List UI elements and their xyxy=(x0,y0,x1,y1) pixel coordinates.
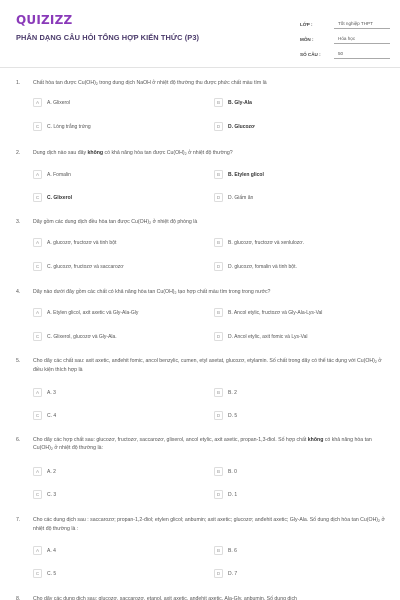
option-letter: A xyxy=(33,388,42,397)
option-text: B. Ancol etylic, fructozơ và Gly-Ala-Lys-Val xyxy=(228,309,323,316)
option-letter: D xyxy=(214,193,223,202)
option-letter: D xyxy=(214,262,223,271)
option-letter: B xyxy=(214,467,223,476)
option-d[interactable] xyxy=(214,332,369,341)
meta-row-class xyxy=(300,14,390,29)
option-c[interactable] xyxy=(33,332,188,341)
option-d[interactable] xyxy=(214,490,369,499)
option-text: A. glucozơ, fructozơ và tinh bột xyxy=(47,239,117,246)
question-number: 2. xyxy=(16,150,21,156)
option-text: C. 3 xyxy=(47,491,57,498)
option-text: D. Giấm ăn xyxy=(228,194,254,201)
option-a[interactable] xyxy=(33,308,188,317)
option-letter: A xyxy=(33,467,42,476)
option-text: C. 4 xyxy=(47,412,57,419)
option-text: A. Glixerol xyxy=(47,99,71,106)
option-text: C. Glixerol, glucozơ và Gly-Ala. xyxy=(47,333,117,340)
option-c[interactable] xyxy=(33,262,188,271)
option-letter: A xyxy=(33,98,42,107)
option-letter: A xyxy=(33,170,42,179)
meta-value: Hóa học xyxy=(334,36,390,44)
meta-label: LỚP : xyxy=(300,22,313,27)
option-text: C. glucozơ, fructozơ và saccarozơ xyxy=(47,263,124,270)
option-a[interactable] xyxy=(33,98,188,107)
option-text: C. Lòng trắng trứng xyxy=(47,123,91,130)
question-text: Cho dãy các hợp chất sau: glucozơ, fructozơ, saccarozơ, glixerol, ancol etylic, axit axetic, propan-1,3-điol. Số hợp chất không có khả năng hòa $\tan Cu(OH)_2$ ở nhiệt độ thường là: xyxy=(33,437,372,451)
option-b[interactable] xyxy=(214,170,369,179)
question-number: 4. xyxy=(16,289,21,295)
question-number: 8. xyxy=(16,596,21,600)
option-text: A. Fomalin xyxy=(47,171,71,178)
option-letter: C xyxy=(33,569,42,578)
option-text: A. 3 xyxy=(47,389,56,396)
option-text: C. 5 xyxy=(47,570,57,577)
option-b[interactable] xyxy=(214,546,369,555)
question-number: 6. xyxy=(16,437,21,443)
option-letter: B xyxy=(214,308,223,317)
option-letter: B xyxy=(214,98,223,107)
meta-row-subject xyxy=(300,29,390,44)
option-a[interactable] xyxy=(33,388,188,397)
option-b[interactable] xyxy=(214,238,369,247)
option-text: C. Glixerol xyxy=(47,194,73,201)
option-letter: A xyxy=(33,308,42,317)
option-c[interactable] xyxy=(33,569,188,578)
worksheet-title: PHÂN DẠNG CÂU HỎI TỔNG HỢP KIẾN THỨC (P3) xyxy=(16,33,200,42)
option-text: B. glucozơ, fructozơ và xenlulozơ. xyxy=(228,239,304,246)
option-a[interactable] xyxy=(33,170,188,179)
option-text: B. Gly-Ala xyxy=(228,99,252,106)
option-a[interactable] xyxy=(33,238,188,247)
question-number: 1. xyxy=(16,80,21,86)
question-number: 7. xyxy=(16,517,21,523)
option-letter: C xyxy=(33,262,42,271)
option-text: D. 7 xyxy=(228,570,238,577)
question-text: Cho dãy các dung dịch sau: glucozơ, saccarozơ, etanol, axit axetic, anđehit axetic, Ala-Gly, anbumin. Số dung dịch xyxy=(33,596,297,600)
option-letter: D xyxy=(214,332,223,341)
option-c[interactable] xyxy=(33,411,188,420)
option-text: B. 6 xyxy=(228,547,237,554)
meta-value: 50 xyxy=(334,51,390,59)
option-text: D. 5 xyxy=(228,412,238,419)
option-text: A. Etylen glicol, axit axetic và Gly-Ala-Gly xyxy=(47,309,139,316)
option-letter: A xyxy=(33,238,42,247)
option-b[interactable] xyxy=(214,467,369,476)
option-c[interactable] xyxy=(33,490,188,499)
option-text: B. 0 xyxy=(228,468,237,475)
option-b[interactable] xyxy=(214,388,369,397)
option-d[interactable] xyxy=(214,122,369,131)
question-text: Cho các dung dịch sau : saccarozơ; propan-1,2-điol; etylen glicol; anbumin; axit axetic; glucozơ; anđehit axetic; Gly-Ala. Số dung dịch hòa $\tan Cu(OH)_2$ ở nhiệt độ thường là : xyxy=(33,517,385,532)
option-text: D. Glucozơ xyxy=(228,123,255,130)
option-c[interactable] xyxy=(33,193,188,202)
question-number: 3. xyxy=(16,219,21,225)
question-number: 5. xyxy=(16,358,21,364)
option-letter: D xyxy=(214,411,223,420)
option-a[interactable] xyxy=(33,467,188,476)
option-d[interactable] xyxy=(214,569,369,578)
option-letter: C xyxy=(33,122,42,131)
option-text: B. 2 xyxy=(228,389,237,396)
meta-label: MÔN : xyxy=(300,37,314,42)
option-b[interactable] xyxy=(214,98,369,107)
option-letter: B xyxy=(214,546,223,555)
option-c[interactable] xyxy=(33,122,188,131)
meta-label: SỐ CÂU : xyxy=(300,52,321,57)
option-letter: D xyxy=(214,490,223,499)
worksheet-header xyxy=(0,0,400,68)
option-letter: B xyxy=(214,388,223,397)
option-text: A. 4 xyxy=(47,547,56,554)
option-d[interactable] xyxy=(214,411,369,420)
meta-row-question-count xyxy=(300,44,390,59)
option-text: A. 2 xyxy=(47,468,56,475)
option-b[interactable] xyxy=(214,308,369,317)
question-text: Dung dịch nào sau đây không có khả năng hòa tan được $Cu(OH)_2$ ở nhiệt độ thường? xyxy=(33,150,233,156)
option-letter: D xyxy=(214,122,223,131)
option-text: D. 1 xyxy=(228,491,238,498)
option-letter: C xyxy=(33,411,42,420)
option-text: D. glucozơ, fomalin và tinh bột. xyxy=(228,263,297,270)
option-letter: B xyxy=(214,238,223,247)
option-text: B. Etylen glicol xyxy=(228,171,264,178)
meta-value: Tốt nghiệp THPT xyxy=(334,21,390,29)
worksheet-meta xyxy=(300,14,390,59)
question-text: Dãy nào dưới đây gồm các chất có khả năng hòa $\tan Cu(OH)_2$ tạo hợp chất màu tím trong trong nước? xyxy=(33,289,271,295)
option-letter: C xyxy=(33,193,42,202)
option-letter: C xyxy=(33,332,42,341)
option-text: D. Ancol etylic, axit fomic và Lys-Val xyxy=(228,333,308,340)
question-text: Dãy gồm các dung dịch đều hòa tan được $Cu(OH)_2$ ở nhiệt độ phòng là xyxy=(33,219,198,225)
question-text: Chất hòa tan được $Cu(OH)_2$ trong dung dịch NaOH ở nhiệt độ thường thu được phức chất màu tím là xyxy=(33,80,267,86)
question-text: Cho dãy các chất sau: axit axetic, anđehit fomic, ancol benzylic, cumen, etyl axetat, glucozơ, etylamin. Số chất trong dãy có thể tác dụng với $Cu(OH)_2$ ở điều kiện thích hợp là xyxy=(33,358,382,373)
quizizz-logo: QUIZIZZ xyxy=(16,13,73,27)
option-letter: C xyxy=(33,490,42,499)
option-letter: A xyxy=(33,546,42,555)
option-d[interactable] xyxy=(214,262,369,271)
option-letter: D xyxy=(214,569,223,578)
option-a[interactable] xyxy=(33,546,188,555)
option-d[interactable] xyxy=(214,193,369,202)
option-letter: B xyxy=(214,170,223,179)
